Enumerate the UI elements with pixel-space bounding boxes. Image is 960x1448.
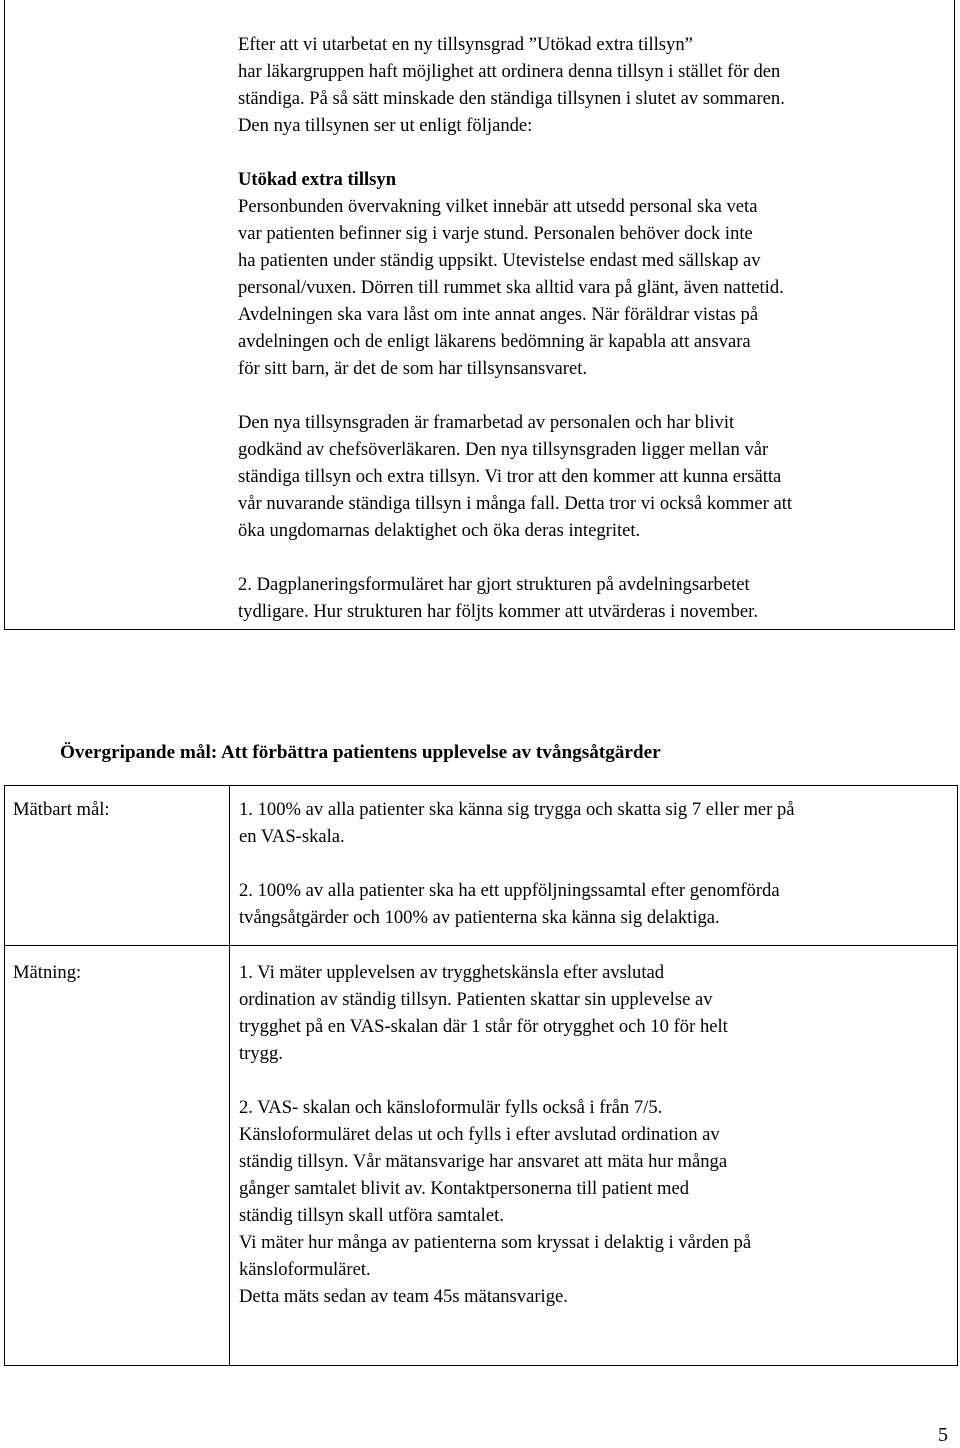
description-line: avdelningen och de enligt läkarens bedömning är kapabla att ansvara xyxy=(238,331,751,352)
paragraph3-line: tydligare. Hur strukturen har följts kommer att utvärderas i november. xyxy=(238,601,758,622)
table-row-divider xyxy=(5,945,957,946)
intro-line: Efter att vi utarbetat en ny tillsynsgrad ”Utökad extra tillsyn” xyxy=(238,34,693,55)
measurement-line: ständig tillsyn. Vår mätansvarige har ansvaret att mäta hur många xyxy=(239,1151,728,1172)
goal-line: 1. 100% av alla patienter ska känna sig trygga och skatta sig 7 eller mer på xyxy=(239,799,795,820)
measurement-line: Detta mäts sedan av team 45s mätansvarige. xyxy=(239,1286,568,1307)
measurement-line: Vi mäter hur många av patienterna som kryssat i delaktig i vården på xyxy=(239,1232,752,1253)
measurement-line: ordination av ständig tillsyn. Patienten skattar sin upplevelse av xyxy=(239,989,713,1010)
description-line: personal/vuxen. Dörren till rummet ska alltid vara på glänt, även nattetid. xyxy=(238,277,784,298)
table-column-divider xyxy=(229,786,230,1365)
goal-table xyxy=(4,785,958,1366)
measurement-line: 1. Vi mäter upplevelsen av trygghetskänsla efter avslutad xyxy=(239,962,665,983)
description-line: Personbunden övervakning vilket innebär att utsedd personal ska veta xyxy=(238,196,758,217)
paragraph3-line: 2. Dagplaneringsformuläret har gjort strukturen på avdelningsarbetet xyxy=(238,574,750,595)
paragraph2-line: vår nuvarande ständiga tillsyn i många fall. Detta tror vi också kommer att xyxy=(238,493,793,514)
measurement-cell xyxy=(239,959,951,1310)
top-cell-text xyxy=(238,31,953,625)
intro-line: Den nya tillsynen ser ut enligt följande: xyxy=(238,115,533,136)
measurable-goal-label: Mätbart mål: xyxy=(13,799,110,820)
paragraph2-line: öka ungdomarnas delaktighet och öka deras integritet. xyxy=(238,520,641,541)
measurement-line: Känsloformuläret delas ut och fylls i efter avslutad ordination av xyxy=(239,1124,720,1145)
paragraph2-line: godkänd av chefsöverläkaren. Den nya tillsynsgraden ligger mellan vår xyxy=(238,439,769,460)
measurement-line: 2. VAS- skalan och känsloformulär fylls också i från 7/5. xyxy=(239,1097,663,1118)
measurement-line: trygghet på en VAS-skalan där 1 står för otrygghet och 10 för helt xyxy=(239,1016,728,1037)
measurement-line: känsloformuläret. xyxy=(239,1259,371,1280)
paragraph2-line: ständiga tillsyn och extra tillsyn. Vi tror att den kommer att kunna ersätta xyxy=(238,466,782,487)
measurement-line: trygg. xyxy=(239,1043,283,1064)
description-line: var patienten befinner sig i varje stund. Personalen behöver dock inte xyxy=(238,223,753,244)
measurable-goals-cell xyxy=(239,796,951,931)
description-line: Avdelningen ska vara låst om inte annat anges. När föräldrar vistas på xyxy=(238,304,759,325)
measurement-line: ständig tillsyn skall utföra samtalet. xyxy=(239,1205,504,1226)
sub-heading: Utökad extra tillsyn xyxy=(238,169,397,190)
intro-line: ständiga. På så sätt minskade den ständiga tillsynen i slutet av sommaren. xyxy=(238,88,785,109)
paragraph2-line: Den nya tillsynsgraden är framarbetad av personalen och har blivit xyxy=(238,412,735,433)
page-number: 5 xyxy=(938,1424,948,1446)
measurement-label: Mätning: xyxy=(13,962,82,983)
goal-heading: Övergripande mål: Att förbättra patientens upplevelse av tvångsåtgärder xyxy=(60,742,661,763)
description-line: ha patienten under ständig uppsikt. Utevistelse endast med sällskap av xyxy=(238,250,761,271)
goal-line: en VAS-skala. xyxy=(239,826,345,847)
description-line: för sitt barn, är det de som har tillsynsansvaret. xyxy=(238,358,588,379)
measurement-line: gånger samtalet blivit av. Kontaktpersonerna till patient med xyxy=(239,1178,690,1199)
goal-line: tvångsåtgärder och 100% av patienterna ska känna sig delaktiga. xyxy=(239,907,720,928)
goal-line: 2. 100% av alla patienter ska ha ett uppföljningssamtal efter genomförda xyxy=(239,880,780,901)
intro-line: har läkargruppen haft möjlighet att ordinera denna tillsyn i stället för den xyxy=(238,61,781,82)
